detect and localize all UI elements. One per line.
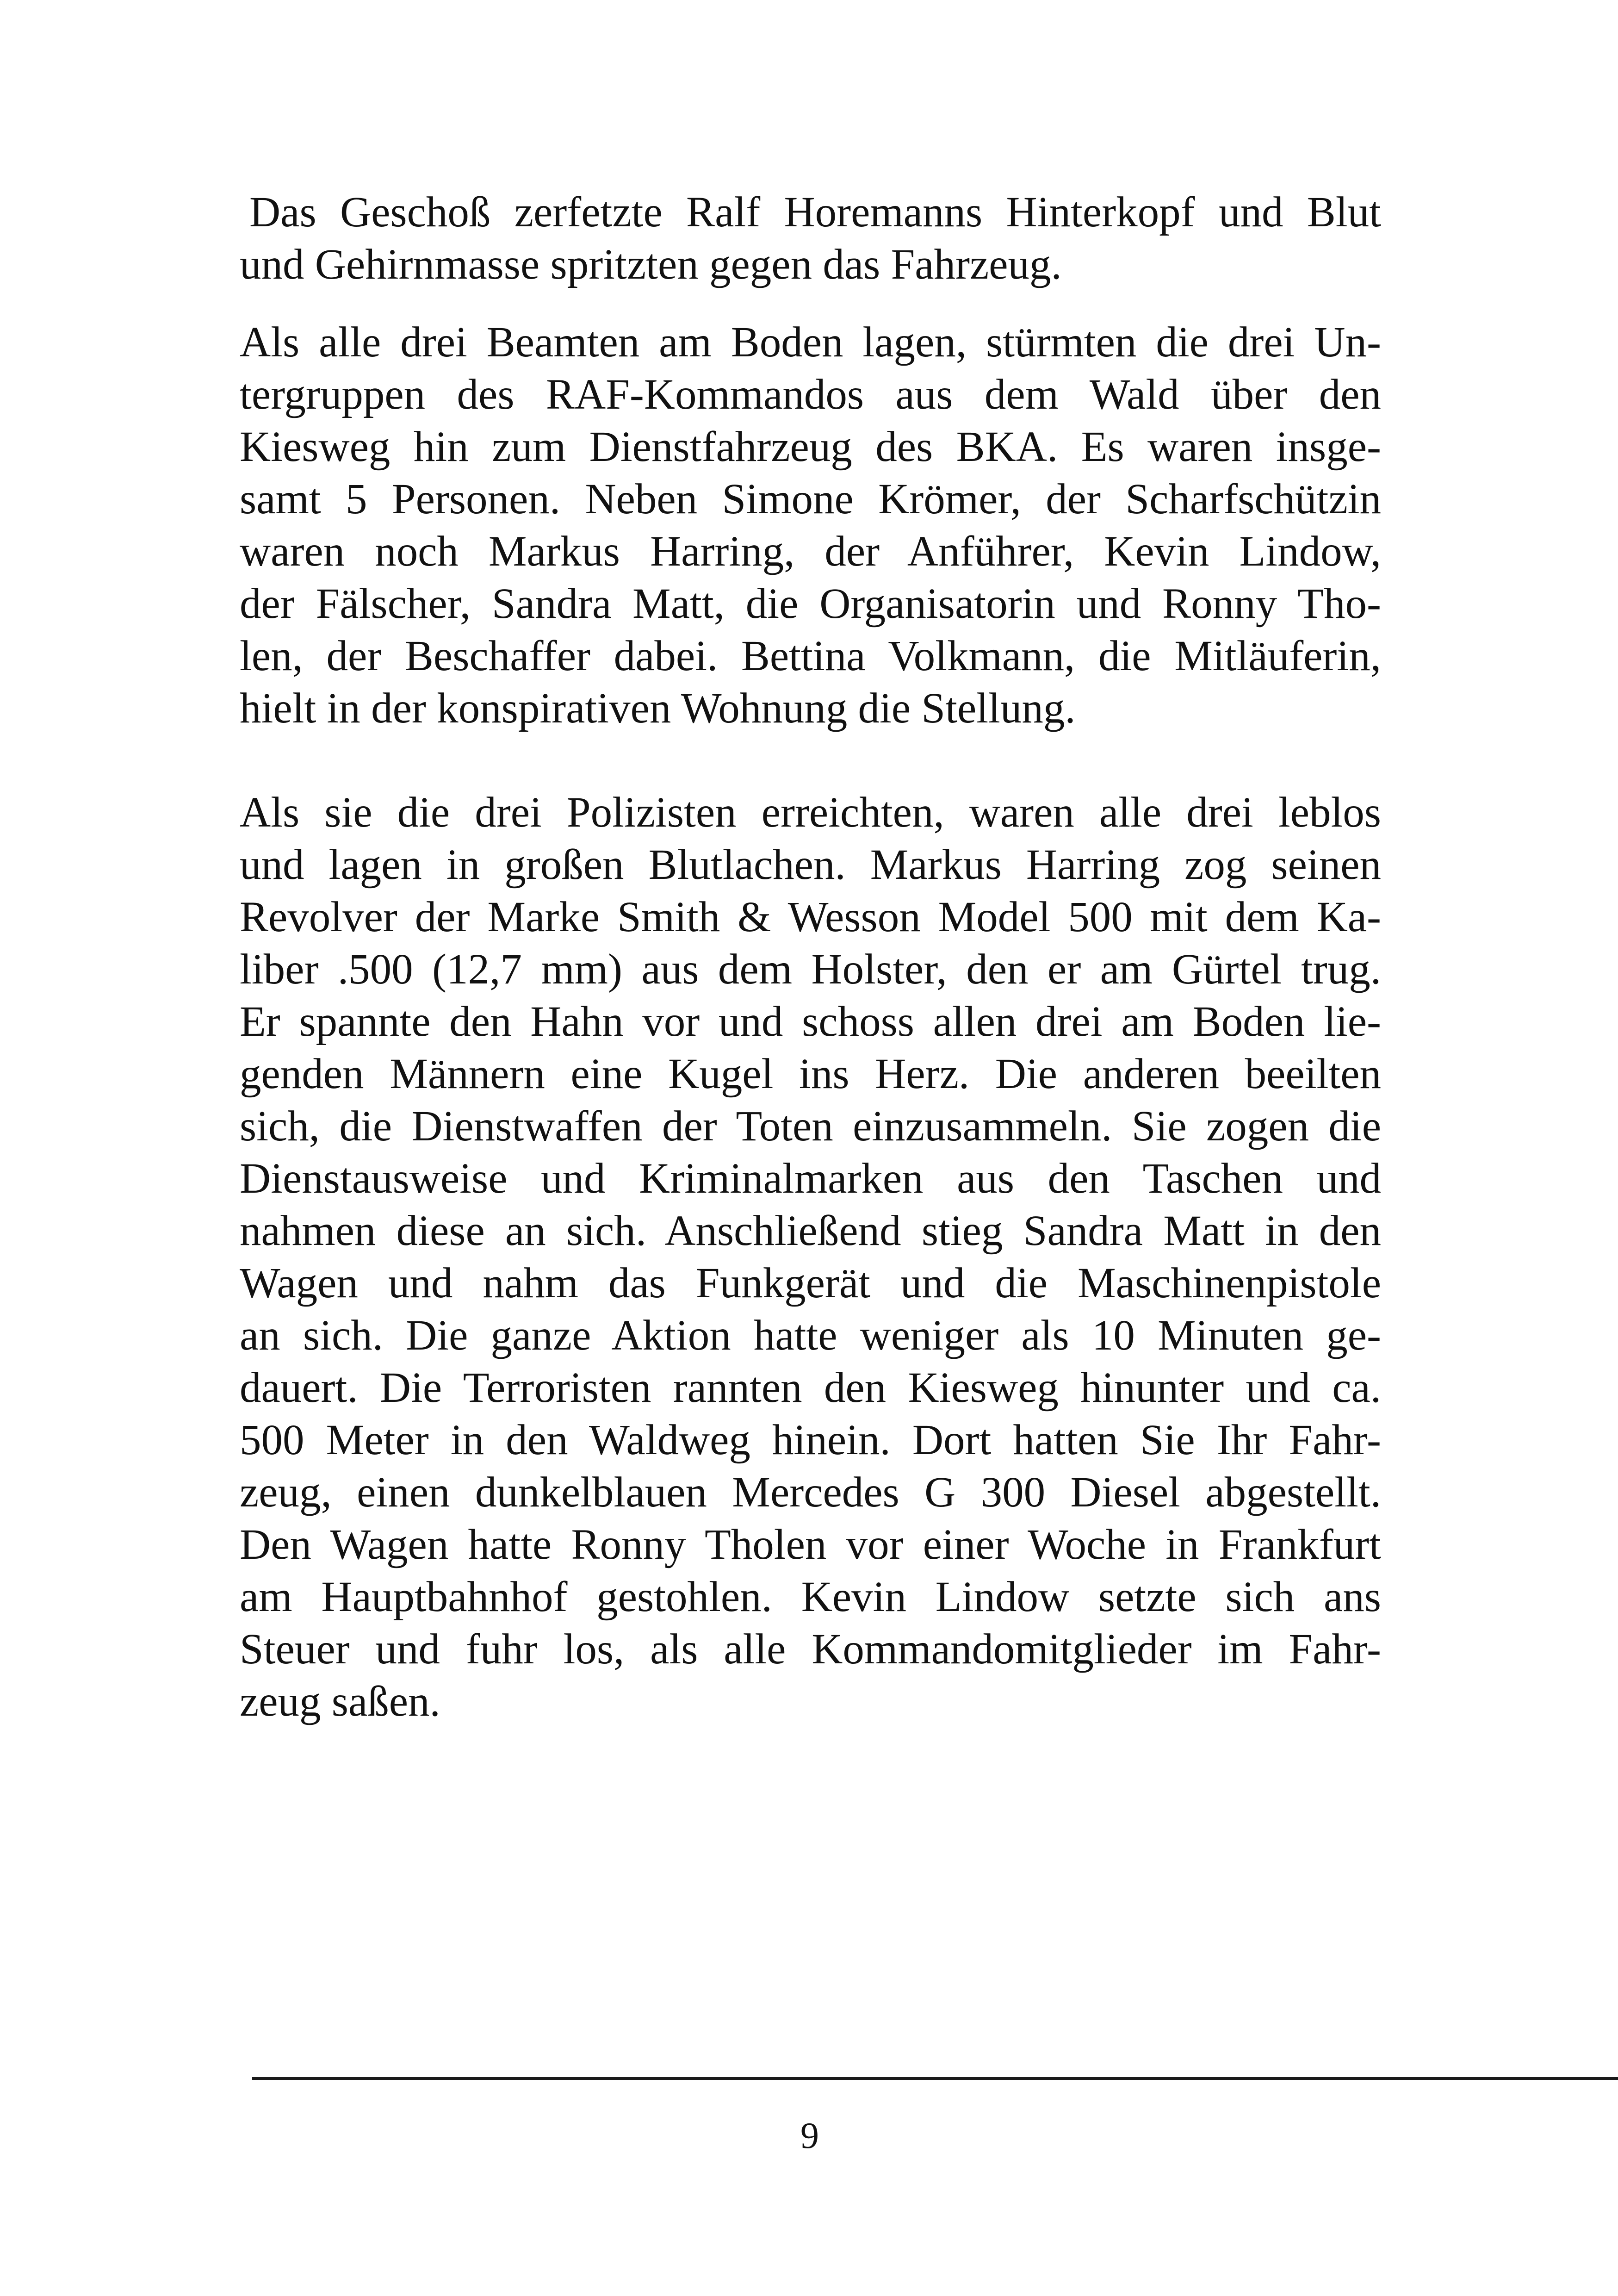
text-line: hielt in der konspirativen Wohnung die Stellung.	[240, 684, 1076, 732]
text-line: Als alle drei Beamten am Boden lagen, stürmten die drei Un-	[240, 318, 1381, 366]
text-line: Den Wagen hatte Ronny Tholen vor einer Woche in Frankfurt	[240, 1521, 1381, 1568]
text-line: Kiesweg hin zum Dienstfahrzeug des BKA. Es waren insge-	[240, 423, 1381, 471]
text-line: Wagen und nahm das Funkgerät und die Maschinenpistole	[240, 1259, 1381, 1307]
text-line: dauert. Die Terroristen rannten den Kiesweg hinunter und ca.	[240, 1364, 1381, 1412]
text-line: an sich. Die ganze Aktion hatte weniger als 10 Minuten ge-	[240, 1312, 1381, 1359]
text-line: und lagen in großen Blutlachen. Markus Harring zog seinen	[240, 841, 1381, 889]
text-line: tergruppen des RAF-Kommandos aus dem Wald über den	[240, 371, 1381, 418]
text-line: Steuer und fuhr los, als alle Kommandomitglieder im Fahr-	[240, 1625, 1381, 1673]
paragraph-3	[240, 786, 1381, 1728]
text-line: waren noch Markus Harring, der Anführer, Kevin Lindow,	[240, 528, 1381, 575]
footer-divider	[252, 2077, 1618, 2080]
text-line: Revolver der Marke Smith & Wesson Model 500 mit dem Ka-	[240, 893, 1381, 941]
paragraph-2	[240, 316, 1381, 734]
text-line: nahmen diese an sich. Anschließend stieg Sandra Matt in den	[240, 1207, 1381, 1255]
paragraph-1	[240, 186, 1381, 291]
text-line: am Hauptbahnhof gestohlen. Kevin Lindow setzte sich ans	[240, 1573, 1381, 1621]
text-line: der Fälscher, Sandra Matt, die Organisatorin und Ronny Tho-	[240, 580, 1381, 628]
text-line: und Gehirnmasse spritzten gegen das Fahrzeug.	[240, 241, 1062, 288]
text-line: Das Geschoß zerfetzte Ralf Horemanns Hinterkopf und Blut	[249, 188, 1381, 236]
text-line: genden Männern eine Kugel ins Herz. Die anderen beeilten	[240, 1050, 1381, 1098]
text-line: liber .500 (12,7 mm) aus dem Holster, den er am Gürtel trug.	[240, 946, 1381, 993]
text-line: zeug saßen.	[240, 1678, 440, 1725]
text-line: zeug, einen dunkelblauen Mercedes G 300 Diesel abgestellt.	[240, 1468, 1381, 1516]
text-line: sich, die Dienstwaffen der Toten einzusammeln. Sie zogen die	[240, 1102, 1381, 1150]
text-line: Er spannte den Hahn vor und schoss allen drei am Boden lie-	[240, 998, 1381, 1045]
text-line: len, der Beschaffer dabei. Bettina Volkmann, die Mitläuferin,	[240, 632, 1381, 680]
text-line: Als sie die drei Polizisten erreichten, waren alle drei leblos	[240, 789, 1381, 836]
text-line: samt 5 Personen. Neben Simone Krömer, der Scharfschützin	[240, 475, 1381, 523]
page-number: 9	[800, 2116, 819, 2156]
text-line: Dienstausweise und Kriminalmarken aus den Taschen und	[240, 1155, 1381, 1202]
text-line: 500 Meter in den Waldweg hinein. Dort hatten Sie Ihr Fahr-	[240, 1416, 1381, 1464]
